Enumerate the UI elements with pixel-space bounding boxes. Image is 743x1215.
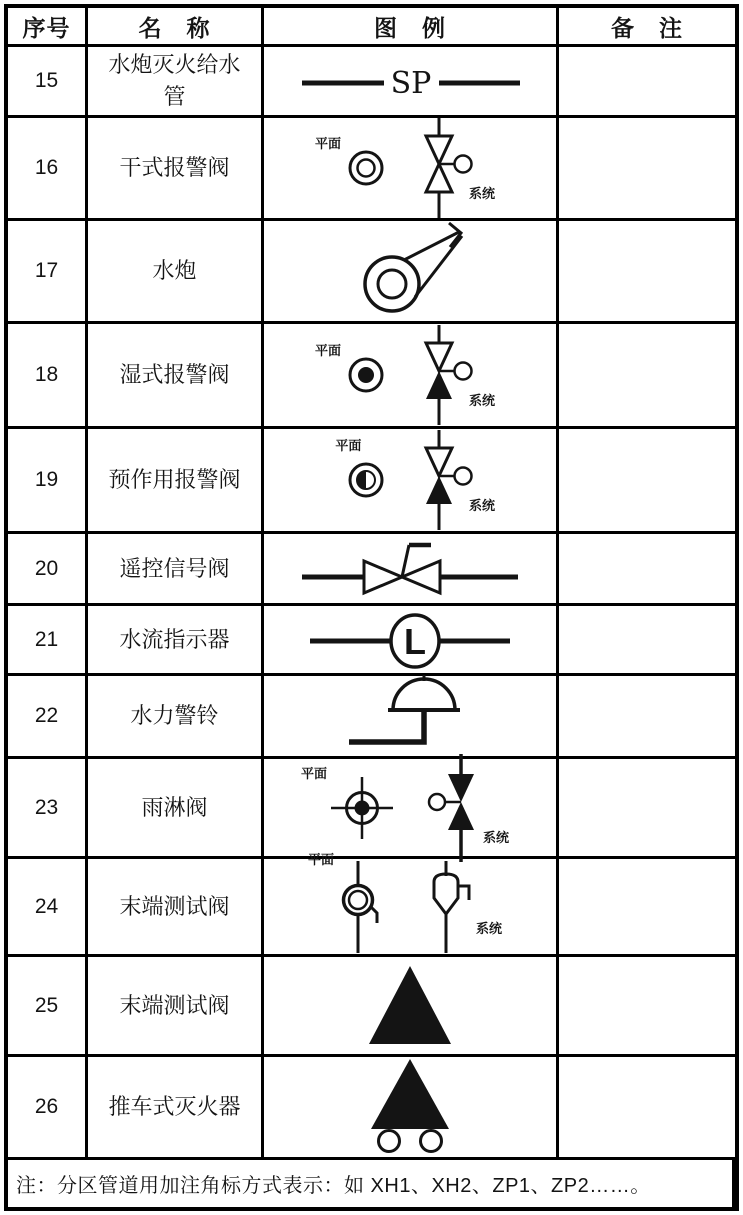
- serial-number: 16: [34, 156, 59, 179]
- row-20-remark: [559, 534, 735, 606]
- row-22-serial: [8, 676, 88, 759]
- row-19-name: [88, 429, 264, 534]
- serial-number: 21: [34, 627, 59, 651]
- wheeled-extinguisher-icon: [350, 1057, 470, 1157]
- system-symbol-block: [425, 754, 510, 862]
- test-valve-funnel-icon: [424, 861, 484, 953]
- header-remark-label: 备 注: [611, 14, 683, 41]
- plan-label: 平面: [335, 438, 362, 453]
- footer-note-text: 注：分区管道用加注角标方式表示：如 XH1、XH2、ZP1、ZP2……。: [16, 1175, 651, 1197]
- serial-number: 25: [34, 993, 59, 1017]
- serial-number: 26: [34, 1095, 59, 1118]
- plan-label: 平面: [314, 136, 341, 151]
- item-name: 末端测试阀: [119, 893, 230, 919]
- header-symbol: [264, 8, 559, 47]
- system-symbol-block: [419, 118, 496, 218]
- filled-center-circle-icon: [343, 352, 389, 398]
- header-serial: [8, 8, 88, 47]
- plan-label: 平面: [300, 765, 327, 781]
- header-serial-label: 序号: [22, 14, 71, 41]
- row-22-remark: [559, 676, 735, 759]
- row-22-name: [88, 676, 264, 759]
- row-24-legend: [264, 851, 559, 957]
- row-17-legend: [264, 221, 559, 324]
- item-name: 湿式报警阀: [119, 362, 230, 388]
- plan-label: 平面: [314, 343, 341, 358]
- row-21-serial: [8, 606, 88, 676]
- svg-text:L: L: [403, 620, 426, 662]
- row-18-name: [88, 324, 264, 429]
- header-remark: [559, 8, 735, 47]
- double-circle-icon: [343, 145, 389, 191]
- row-23-serial: [8, 759, 88, 859]
- dry-valve-icon: [419, 118, 477, 218]
- system-label: 系统: [483, 829, 510, 845]
- item-name: 末端测试阀: [119, 992, 230, 1018]
- plan-symbol-block: [335, 438, 389, 503]
- system-symbol-block: [424, 861, 503, 953]
- row-20-legend: [264, 534, 559, 606]
- item-name: 雨淋阀: [141, 794, 208, 820]
- item-name: 遥控信号阀: [119, 555, 230, 581]
- row-21-remark: [559, 606, 735, 676]
- row-16-name: [88, 118, 264, 221]
- alarm-bell-icon: [335, 674, 485, 758]
- serial-number: 24: [34, 894, 59, 918]
- row-19-serial: [8, 429, 88, 534]
- row-22-legend: [264, 676, 559, 759]
- row-26-serial: [8, 1057, 88, 1160]
- item-name: 干式报警阀: [119, 155, 230, 181]
- row-26-legend: [264, 1057, 559, 1160]
- symbol-legend-table: [4, 4, 739, 1211]
- row-23-remark: [559, 759, 735, 859]
- item-name: 水流指示器: [119, 626, 230, 652]
- plan-symbol-block: [300, 765, 395, 841]
- system-label: 系统: [469, 498, 496, 513]
- plan-label: 平面: [307, 851, 334, 867]
- serial-number: 18: [34, 363, 59, 386]
- system-label: 系统: [469, 186, 496, 201]
- row-24-name: [88, 859, 264, 957]
- row-15-legend: [264, 47, 559, 118]
- row-19-legend: [264, 429, 559, 534]
- plan-symbol-block: [314, 136, 389, 191]
- row-18-remark: [559, 324, 735, 429]
- system-label: 系统: [469, 393, 496, 408]
- row-17-remark: [559, 221, 735, 324]
- row-21-name: [88, 606, 264, 676]
- header-symbol-label: 图 例: [374, 14, 446, 41]
- row-15-serial: [8, 47, 88, 118]
- row-23-name: [88, 759, 264, 859]
- item-name: 推车式灭火器: [108, 1094, 241, 1120]
- row-24-serial: [8, 859, 88, 957]
- row-20-serial: [8, 534, 88, 606]
- row-26-remark: [559, 1057, 735, 1160]
- deluge-valve-icon: [425, 754, 491, 862]
- row-26-name: [88, 1057, 264, 1160]
- test-valve-plan-icon: [336, 861, 394, 953]
- row-15-remark: [559, 47, 735, 118]
- water-cannon-icon: [348, 221, 473, 321]
- row-25-serial: [8, 957, 88, 1057]
- row-21-legend: [264, 606, 559, 676]
- header-name-label: 名 称: [138, 14, 211, 41]
- item-name: 水炮灭火给水管: [108, 52, 241, 109]
- item-name: 水炮: [152, 258, 197, 284]
- footer-note: [8, 1160, 735, 1207]
- plan-symbol-block: [307, 851, 394, 953]
- serial-number: 15: [34, 69, 59, 92]
- row-24-remark: [559, 859, 735, 957]
- flow-indicator-icon: [308, 609, 513, 671]
- row-16-legend: [264, 118, 559, 221]
- item-name: 水力警铃: [130, 703, 219, 729]
- header-name: [88, 8, 264, 47]
- half-filled-circle-icon: [343, 457, 389, 503]
- row-15-name: [88, 47, 264, 118]
- row-17-serial: [8, 221, 88, 324]
- sp-pipe-icon: [298, 62, 523, 100]
- row-23-legend: [264, 759, 559, 859]
- crosshair-circle-icon: [329, 775, 395, 841]
- system-label: 系统: [476, 920, 503, 936]
- serial-number: 19: [34, 468, 59, 491]
- row-18-serial: [8, 324, 88, 429]
- signal-valve-icon: [298, 537, 523, 601]
- system-symbol-block: [419, 325, 496, 425]
- row-25-remark: [559, 957, 735, 1057]
- serial-number: 23: [34, 795, 59, 819]
- solid-triangle-icon: [355, 962, 465, 1050]
- row-19-remark: [559, 429, 735, 534]
- svg-text:SP: SP: [390, 66, 431, 100]
- row-17-name: [88, 221, 264, 324]
- wet-valve-icon: [419, 325, 477, 425]
- row-18-legend: [264, 324, 559, 429]
- system-symbol-block: [419, 430, 496, 530]
- row-16-remark: [559, 118, 735, 221]
- preaction-valve-icon: [419, 430, 477, 530]
- serial-number: 20: [34, 556, 59, 580]
- row-20-name: [88, 534, 264, 606]
- row-16-serial: [8, 118, 88, 221]
- plan-symbol-block: [314, 343, 389, 398]
- serial-number: 17: [34, 259, 59, 282]
- serial-number: 22: [34, 704, 59, 727]
- row-25-name: [88, 957, 264, 1057]
- row-25-legend: [264, 957, 559, 1057]
- item-name: 预作用报警阀: [108, 467, 241, 493]
